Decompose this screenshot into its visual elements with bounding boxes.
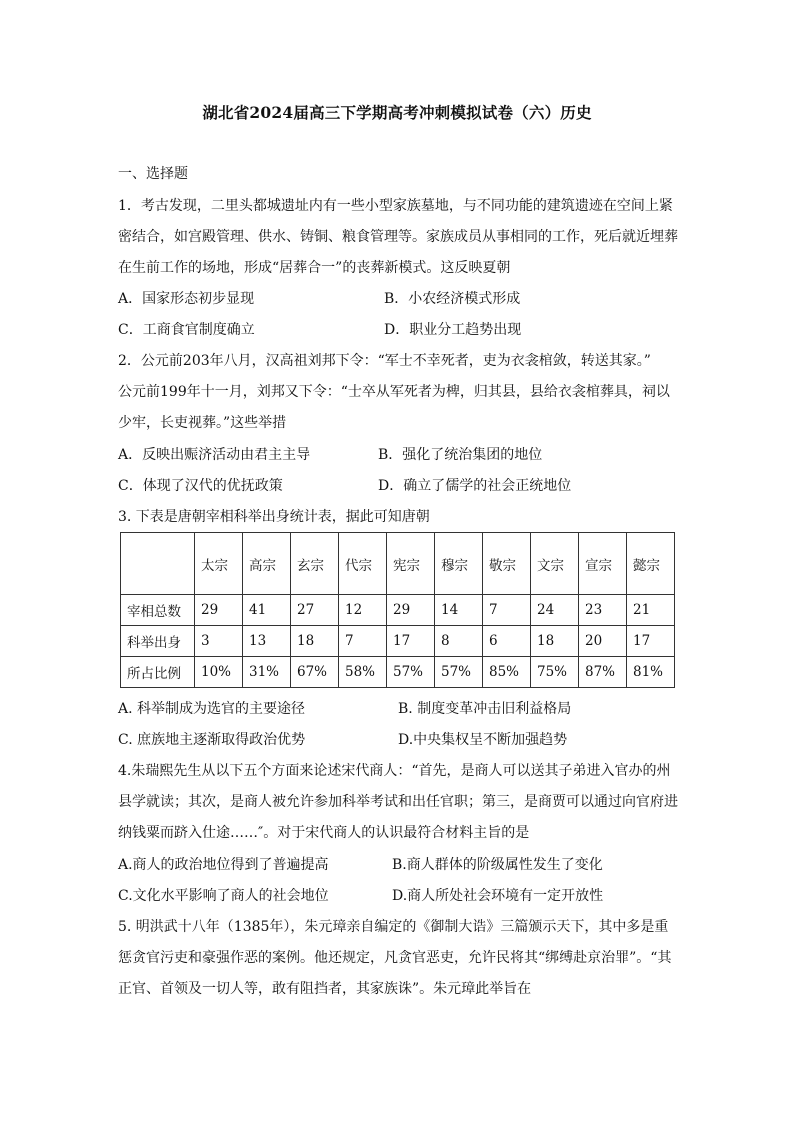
- q1-stem-line: 密结合，如宫殿管理、供水、铸铜、粮食管理等。家族成员从事相同的工作，死后就近埋葬: [118, 229, 678, 245]
- q5-stem-line: 惩贪官污吏和豪强作恶的案例。他还规定，凡贪官恶吏，允许民将其“绑缚赴京治罪”。“其: [118, 950, 672, 966]
- table-cell: 24: [531, 595, 579, 626]
- table-cell: 57%: [387, 657, 435, 688]
- table-cell: 10%: [195, 657, 243, 688]
- table-header-cell: 宣宗: [579, 533, 627, 595]
- q3-option-b[interactable]: B. 制度变革冲击旧利益格局: [398, 701, 572, 717]
- table-header-cell: 敬宗: [483, 533, 531, 595]
- table-cell: 29: [387, 595, 435, 626]
- table-cell: 85%: [483, 657, 531, 688]
- table-row-label: 宰相总数: [121, 595, 195, 626]
- table-header-cell: 太宗: [195, 533, 243, 595]
- table-cell: 81%: [627, 657, 675, 688]
- table-row-label: 所占比例: [121, 657, 195, 688]
- table-cell: 14: [435, 595, 483, 626]
- q5-stem-line: 5. 明洪武十八年（1385年），朱元璋亲自编定的《御制大诰》三篇颁示天下，其中多是重: [118, 919, 669, 935]
- q4-option-c[interactable]: C.文化水平影响了商人的社会地位: [118, 888, 329, 904]
- table-row: [121, 595, 675, 626]
- table-cell: 3: [195, 626, 243, 657]
- table-cell: 29: [195, 595, 243, 626]
- table-cell: 87%: [579, 657, 627, 688]
- table-cell: 6: [483, 626, 531, 657]
- table-cell: 20: [579, 626, 627, 657]
- table-header-cell: 懿宗: [627, 533, 675, 595]
- table-cell: 7: [483, 595, 531, 626]
- q4-stem-line: 纳钱粟而跻入仕途……″。对于宋代商人的认识最符合材料主旨的是: [118, 825, 530, 841]
- table-cell: 41: [243, 595, 291, 626]
- table-row-label: 科举出身: [121, 626, 195, 657]
- table-row: [121, 626, 675, 657]
- q2-option-d[interactable]: D．确立了儒学的社会正统地位: [378, 478, 572, 494]
- q1-option-d[interactable]: D．职业分工趋势出现: [384, 322, 522, 338]
- table-cell: 18: [291, 626, 339, 657]
- table-row: [121, 657, 675, 688]
- table-cell: 13: [243, 626, 291, 657]
- q4-option-a[interactable]: A.商人的政治地位得到了普遍提高: [118, 857, 329, 873]
- q1-option-b[interactable]: B．小农经济模式形成: [384, 291, 521, 307]
- q3-option-a[interactable]: A. 科举制成为选官的主要途径: [118, 701, 306, 717]
- table-header-cell: 高宗: [243, 533, 291, 595]
- table-cell: 23: [579, 595, 627, 626]
- q2-option-c[interactable]: C．体现了汉代的优抚政策: [118, 478, 283, 494]
- chancellor-statistics-table: [120, 532, 675, 688]
- q5-stem-line: 正官、首领及一切人等，敢有阻挡者，其家族诛”。朱元璋此举旨在: [118, 981, 532, 997]
- table-cell: 8: [435, 626, 483, 657]
- q2-stem-line: 少牢，长吏视葬。”这些举措: [118, 415, 287, 431]
- exam-title: 湖北省2024届高三下学期高考冲刺模拟试卷（六）历史: [202, 103, 592, 122]
- q1-option-c[interactable]: C．工商食官制度确立: [118, 322, 255, 338]
- q2-option-a[interactable]: A．反映出赈济活动由君主主导: [118, 447, 311, 463]
- table-header-cell: 代宗: [339, 533, 387, 595]
- table-header-cell: 穆宗: [435, 533, 483, 595]
- q1-stem-line: 在生前工作的场地，形成“居葬合一”的丧葬新模式。这反映夏朝: [118, 260, 511, 276]
- table-cell: 58%: [339, 657, 387, 688]
- q3-stem-line: 3. 下表是唐朝宰相科举出身统计表，据此可知唐朝: [118, 509, 430, 525]
- table-header-row: [121, 533, 675, 595]
- table-header-cell: 文宗: [531, 533, 579, 595]
- q4-stem-line: 4.朱瑞熙先生从以下五个方面来论述宋代商人：“首先，是商人可以送其子弟进入官办的州: [118, 763, 671, 779]
- q4-option-d[interactable]: D.商人所处社会环境有一定开放性: [392, 888, 604, 904]
- table-cell: 57%: [435, 657, 483, 688]
- q2-stem-line: 公元前199年十一月，刘邦又下令：“士卒从军死者为椑，归其县，县给衣衾棺葬具，祠以: [118, 384, 670, 400]
- q2-option-b[interactable]: B．强化了统治集团的地位: [378, 447, 543, 463]
- table-header-cell: 玄宗: [291, 533, 339, 595]
- section-heading: 一、选择题: [118, 166, 188, 182]
- table-cell: 67%: [291, 657, 339, 688]
- table-cell: 7: [339, 626, 387, 657]
- q4-stem-line: 县学就读；其次，是商人被允许参加科举考试和出任官职；第三，是商贾可以通过向官府进: [118, 794, 678, 810]
- table-cell: 17: [387, 626, 435, 657]
- table-cell: 18: [531, 626, 579, 657]
- q3-option-d[interactable]: D.中央集权呈不断加强趋势: [398, 732, 568, 748]
- table-header-cell: [121, 533, 195, 595]
- table-cell: 21: [627, 595, 675, 626]
- q4-option-b[interactable]: B.商人群体的阶级属性发生了变化: [392, 857, 603, 873]
- q3-option-c[interactable]: C. 庶族地主逐渐取得政治优势: [118, 732, 306, 748]
- table-cell: 27: [291, 595, 339, 626]
- q1-stem-line: 1．考古发现，二里头都城遗址内有一些小型家族墓地，与不同功能的建筑遗迹在空间上紧: [118, 198, 673, 214]
- table-cell: 75%: [531, 657, 579, 688]
- table-cell: 17: [627, 626, 675, 657]
- table-header-cell: 宪宗: [387, 533, 435, 595]
- table-cell: 31%: [243, 657, 291, 688]
- table-cell: 12: [339, 595, 387, 626]
- q1-option-a[interactable]: A．国家形态初步显现: [118, 291, 255, 307]
- q2-stem-line: 2．公元前203年八月，汉高祖刘邦下令：“军士不幸死者，吏为衣衾棺敛，转送其家。”: [118, 353, 651, 369]
